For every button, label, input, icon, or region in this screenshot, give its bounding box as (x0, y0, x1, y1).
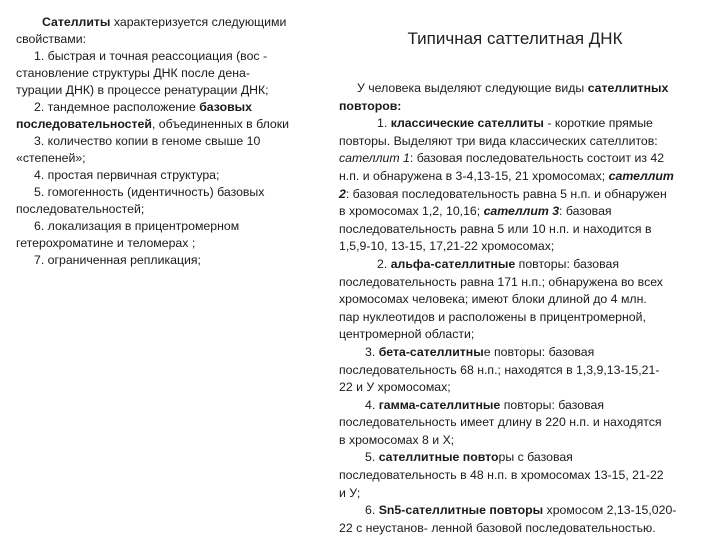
type-2-line5: центромерной области; (339, 327, 475, 342)
type-4-line2: последовательность имеет длину в 220 н.п. и находятся (339, 415, 662, 430)
property-4: 4. простая первичная структура; (34, 168, 220, 182)
properties-intro-cont: свойствами: (16, 32, 87, 46)
type-2-line3: хромосомах человека; имеют блоки длиной до 4 млн. (339, 292, 647, 307)
type-6-line2: 22 с неустанов- ленной базовой последовательностью. (339, 520, 656, 535)
type-1-line3: сателлит 1: базовая последовательность состоит из 42 (339, 151, 665, 166)
property-5-cont: последовательностей; (16, 202, 145, 216)
property-6-cont: гетерохроматине и теломерах ; (16, 236, 196, 250)
type-3-line3: 22 и У хромосомах; (339, 380, 451, 395)
property-3: 3. количество копии в геноме свыше 10 (34, 134, 261, 148)
types-intro: У человека выделяют следующие виды сателлитных (357, 81, 669, 95)
type-4: 4. гамма-сателлитные повторы: базовая (365, 397, 604, 412)
type-2: 2. альфа-сателлитные повторы: базовая (377, 256, 619, 271)
property-1-cont2: турации ДНК) в процессе ренатурации ДНК; (16, 83, 269, 97)
type-5-line3: и У; (339, 485, 361, 500)
type-1-line7: последовательность равна 5 или 10 н.п. и находится в (339, 221, 652, 236)
type-6: 6. Sn5-сателлитные повторы хромосом 2,13-15,020- (365, 503, 677, 518)
property-1-cont: становление структуры ДНК после дена- (16, 66, 250, 80)
type-2-line4: пар нуклеотидов и расположены в прицентромерной, (339, 309, 646, 324)
type-2-line2: последовательность равна 171 н.п.; обнаружена во всех (339, 274, 663, 289)
satellites-term: Сателлиты (42, 15, 111, 29)
property-3-cont: «степеней»; (16, 151, 86, 165)
property-1: 1. быстрая и точная реассоциация (вос - (34, 49, 268, 63)
properties-intro: Сателлиты характеризуется следующими (42, 15, 287, 29)
types-intro-cont: повторов: (339, 98, 402, 113)
type-1-line8: 1,5,9-10, 13-15, 17,21-22 хромосомах; (339, 239, 555, 254)
type-3: 3. бета-сателлитные повторы: базовая (365, 344, 595, 359)
property-7: 7. ограниченная репликация; (34, 253, 201, 267)
type-5: 5. сателлитные повторы с базовая (365, 450, 573, 465)
property-6: 6. локализация в прицентромерном (34, 219, 240, 233)
satellite-properties-block (16, 14, 298, 269)
type-1-line5: 2: базовая последовательность равна 5 н.п. и обнаружен (339, 186, 667, 201)
type-1-line2: повторы. Выделяют три вида классических сателлитов: (339, 133, 658, 148)
property-5: 5. гомогенность (идентичность) базовых (34, 185, 265, 199)
slide-title: Типичная саттелитная ДНК (407, 29, 623, 48)
type-1-line6: в хромосомах 1,2, 10,16; сателлит 3: базовая (339, 204, 612, 219)
type-5-line2: последовательность в 48 н.п. в хромосомах 13-15, 21-22 (339, 468, 664, 483)
type-4-line3: в хромосомах 8 и Х; (339, 432, 455, 447)
property-2-cont: последовательностей, объединенных в блоки (16, 117, 289, 131)
type-1-line4: н.п. и обнаружена в 3-4,13-15, 21 хромосомах; сателлит (339, 168, 674, 183)
satellite-types-block (339, 80, 691, 537)
type-1: 1. классические сателлиты - короткие прямые (377, 116, 653, 131)
property-2: 2. тандемное расположение базовых (34, 100, 253, 114)
type-3-line2: последовательность 68 н.п.; находятся в 1,3,9,13-15,21- (339, 362, 660, 377)
